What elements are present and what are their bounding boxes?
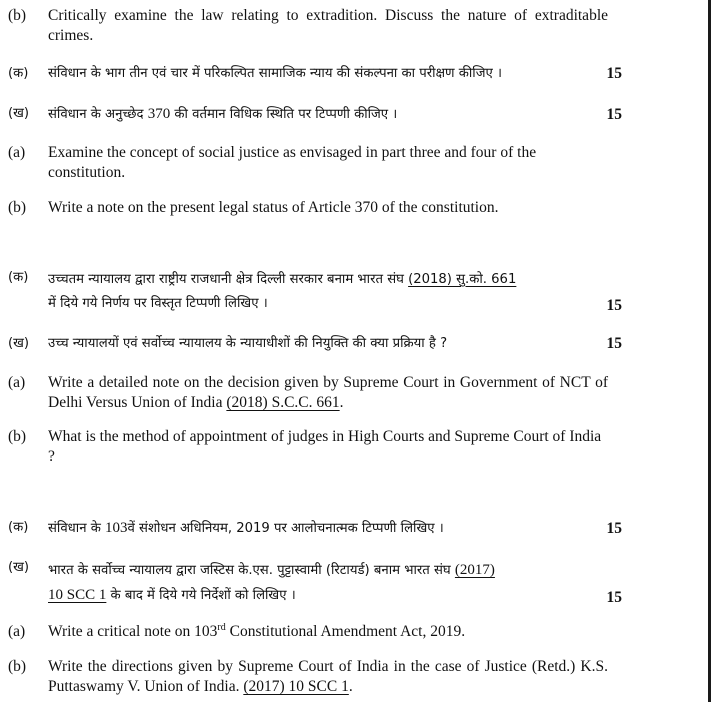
question-label: (b) (8, 428, 27, 445)
question-marks: 15 (606, 520, 622, 537)
question-text-part: Write the directions given by Supreme Court of India in the case of Justice (Retd.) K.S. Puttaswamy V. Union of India. (48, 658, 608, 695)
question-text: Critically examine the law relating to extradition. Discuss the nature of extraditable crimes. (48, 7, 608, 44)
question-marks: 15 (606, 335, 622, 352)
question-text-part: Write a critical note on 103 (48, 623, 218, 640)
page-edge-shadow (708, 0, 711, 702)
question-label: (ख) (8, 560, 30, 575)
question-text: उच्च न्यायालयों एवं सर्वोच्च न्यायालय के न्यायाधीशों की नियुक्ति की क्या प्रक्रिया है ? (48, 336, 448, 351)
question-marks: 15 (606, 65, 622, 82)
case-citation: (2018) सु.को. 661 (408, 272, 517, 287)
question-label: (a) (8, 374, 26, 391)
question-item (8, 6, 620, 46)
question-text (48, 518, 608, 539)
question-item (8, 518, 620, 539)
question-text-part: उच्चतम न्यायालय द्वारा राष्ट्रीय राजधानी क्षेत्र दिल्ली सरकार बनाम भारत संघ (48, 272, 409, 287)
case-citation: (2017) (454, 562, 495, 578)
question-label: (b) (8, 658, 27, 675)
question-item (8, 143, 620, 183)
question-item (8, 268, 620, 316)
question-item (8, 64, 620, 84)
question-label: (क) (8, 520, 29, 535)
question-label: (a) (8, 144, 26, 161)
question-text-part: भारत के सर्वोच्च न्यायालय द्वारा जस्टिस के.एस. पुट्टास्वामी (रिटायर्ड) बनाम भारत संघ (48, 563, 455, 578)
question-text: संविधान के भाग तीन एवं चार में परिकल्पित सामाजिक न्याय की संकल्पना का परीक्षण कीजिए । (48, 66, 502, 81)
question-text (48, 657, 608, 697)
question-marks: 15 (606, 106, 622, 123)
question-text-part: . (348, 678, 353, 695)
question-item (8, 198, 620, 218)
question-item (8, 373, 620, 413)
question-item (8, 334, 620, 354)
question-label: (b) (8, 7, 27, 24)
question-label: (a) (8, 623, 26, 640)
question-label: (b) (8, 199, 27, 216)
question-text (48, 558, 608, 608)
question-text (48, 268, 608, 316)
question-marks: 15 (606, 297, 622, 314)
question-item (8, 657, 620, 697)
question-text (48, 373, 608, 413)
amendment-number: 103 (105, 520, 128, 536)
question-text-part: वें संशोधन अधिनियम, 2019 पर आलोचनात्मक टिप्पणी लिखिए । (127, 521, 444, 536)
question-text: What is the method of appointment of judges in High Courts and Supreme Court of India ? (48, 428, 602, 465)
question-item (8, 427, 620, 467)
question-item (8, 104, 620, 125)
question-text (48, 622, 608, 642)
case-citation: 10 SCC 1 (48, 587, 107, 603)
question-text-part: संविधान के (48, 521, 106, 536)
question-label: (क) (8, 66, 29, 81)
question-text-part: के बाद में दिये गये निर्देशों को लिखिए । (106, 588, 296, 603)
question-text-part: में दिये गये निर्णय पर विस्तृत टिप्पणी लिखिए । (48, 296, 268, 311)
question-text-part: संविधान के अनुच्छेद (48, 107, 148, 122)
question-label: (ख) (8, 106, 30, 121)
question-label: (क) (8, 270, 29, 285)
case-citation: (2018) S.C.C. 661 (226, 394, 340, 411)
question-item (8, 558, 620, 608)
question-text-part: Constitutional Amendment Act, 2019. (225, 623, 466, 640)
question-text (48, 104, 608, 125)
question-text-part: Write a detailed note on the decision given by Supreme Court in Government of NCT of Delhi Versus Union of India (48, 374, 608, 411)
question-text-part: की वर्तमान विधिक स्थिति पर टिप्पणी कीजिए । (170, 107, 398, 122)
question-text: Write a note on the present legal status of Article 370 of the constitution. (48, 199, 499, 216)
article-number: 370 (147, 106, 171, 122)
question-label: (ख) (8, 336, 30, 351)
question-text-part: . (339, 394, 344, 411)
ordinal-suffix: rd (217, 621, 226, 633)
question-text: Examine the concept of social justice as envisaged in part three and four of the constitution. (48, 144, 537, 181)
case-citation: (2017) 10 SCC 1 (243, 678, 349, 695)
question-item (8, 622, 620, 642)
question-marks: 15 (606, 589, 622, 606)
